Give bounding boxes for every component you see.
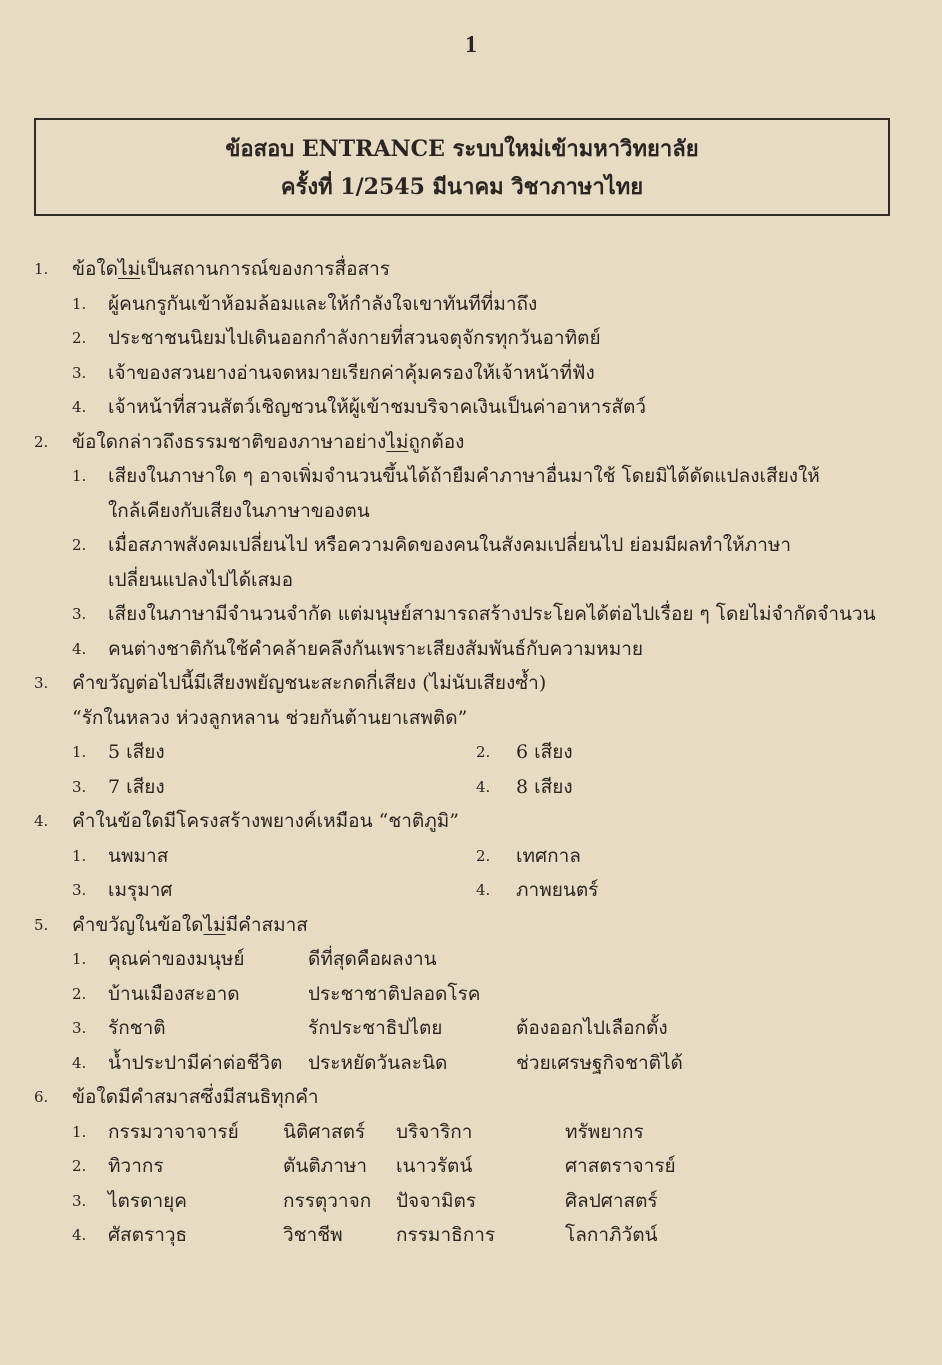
question-text: ข้อใดกล่าวถึงธรรมชาติของภาษาอย่างไม่ถูกต้อง: [72, 430, 465, 453]
option-4: 4. ศัสตราวุธ วิชาชีพ กรรมาธิการ โลกาภิวัตน์: [72, 1224, 658, 1246]
question-6: [0, 1080, 942, 1253]
question-text: คำในข้อใดมีโครงสร้างพยางค์เหมือน “ชาติภูมิ”: [72, 810, 460, 832]
option-4: 4. คนต่างชาติกันใช้คำคล้ายคลึงกันเพราะเสียงสัมพันธ์กับความหมาย: [72, 637, 644, 660]
option-1: 1. ผู้คนกรูกันเข้าห้อมล้อมและให้กำลังใจเขาทันทีที่มาถึง: [72, 292, 538, 315]
question-3: [0, 666, 942, 804]
question-5: [0, 908, 942, 1081]
option-2: 2. ประชาชนนิยมไปเดินออกกำลังกายที่สวนจตุจักรทุกวันอาทิตย์: [72, 327, 601, 349]
option-3: 3. เจ้าของสวนยางอ่านจดหมายเรียกค่าคุ้มครองให้เจ้าหน้าที่ฟัง: [72, 361, 595, 384]
question-text: ข้อใดไม่เป็นสถานการณ์ของการสื่อสาร: [72, 258, 390, 280]
question-text: ข้อใดมีคำสมาสซึ่งมีสนธิทุกคำ: [72, 1086, 319, 1108]
option-row: 3. 7 เสียง 4. 8 เสียง: [72, 775, 573, 798]
question-number: 3.: [34, 674, 49, 692]
question-number: 5.: [34, 915, 49, 934]
option-3: 3. เสียงในภาษามีจำนวนจำกัด แต่มนุษย์สามารถสร้างประโยคได้ต่อไปเรื่อย ๆ โดยไม่จำกัดจำนวน: [72, 603, 876, 625]
option-2: 2. เมื่อสภาพสังคมเปลี่ยนไป หรือความคิดของคนในสังคมเปลี่ยนไป ย่อมมีผลทำให้ภาษา: [72, 534, 792, 556]
exam-title-box: [34, 118, 890, 216]
option-row: 1. นพมาส 2. เทศกาล: [72, 844, 581, 867]
option-1-continued: ใกล้เคียงกับเสียงในภาษาของตน: [108, 499, 370, 522]
option-3: 3. ไตรดายุค กรรตุวาจก ปัจจามิตร ศิลปศาสตร์: [72, 1189, 658, 1212]
question-number: 4.: [34, 812, 49, 830]
question-quote: “รักในหลวง ห่วงลูกหลาน ช่วยกันต้านยาเสพติด”: [72, 706, 468, 729]
option-1: 1. กรรมวาจาจารย์ นิติศาสตร์ บริจาริกา ทรัพยากร: [72, 1120, 644, 1143]
exam-title-line1: ข้อสอบ ENTRANCE ระบบใหม่เข้ามหาวิทยาลัย: [225, 136, 699, 162]
question-list: [0, 252, 942, 1253]
option-4: 4. เจ้าหน้าที่สวนสัตว์เชิญชวนให้ผู้เข้าชมบริจาคเงินเป็นค่าอาหารสัตว์: [72, 396, 647, 418]
question-number: 1.: [34, 260, 49, 278]
question-text: คำขวัญในข้อใดไม่มีคำสมาส: [72, 913, 308, 936]
question-number: 2.: [34, 432, 49, 451]
page-number: 1: [465, 32, 477, 58]
option-4: 4. น้ำประปามีค่าต่อชีวิต ประหยัดวันละนิด ช่วยเศรษฐกิจชาติได้: [72, 1051, 683, 1074]
exam-title-line2: ครั้งที่ 1/2545 มีนาคม วิชาภาษาไทย: [280, 174, 644, 200]
option-2: 2. ทิวากร ตันติภาษา เนาวรัตน์ ศาสตราจารย์: [72, 1155, 676, 1177]
option-2-continued: เปลี่ยนแปลงไปได้เสมอ: [108, 568, 294, 591]
option-row: 3. เมรุมาศ 4. ภาพยนตร์: [72, 879, 599, 901]
question-number: 6.: [34, 1088, 49, 1106]
option-1: 1. เสียงในภาษาใด ๆ อาจเพิ่มจำนวนขึ้นได้ถ้ายืมคำภาษาอื่นมาใช้ โดยมิได้ดัดแปลงเสียงให้: [72, 465, 820, 487]
question-1: [0, 252, 942, 425]
option-2: 2. บ้านเมืองสะอาด ประชาชาติปลอดโรค: [72, 982, 481, 1005]
question-text: คำขวัญต่อไปนี้มีเสียงพยัญชนะสะกดกี่เสียง (ไม่นับเสียงซ้ำ): [72, 672, 547, 694]
option-1: 1. คุณค่าของมนุษย์ ดีที่สุดคือผลงาน: [72, 948, 437, 970]
option-3: 3. รักชาติ รักประชาธิปไตย ต้องออกไปเลือกตั้ง: [72, 1017, 668, 1039]
question-4: [0, 804, 942, 908]
question-2: [0, 425, 942, 667]
option-row: 1. 5 เสียง 2. 6 เสียง: [72, 741, 573, 763]
